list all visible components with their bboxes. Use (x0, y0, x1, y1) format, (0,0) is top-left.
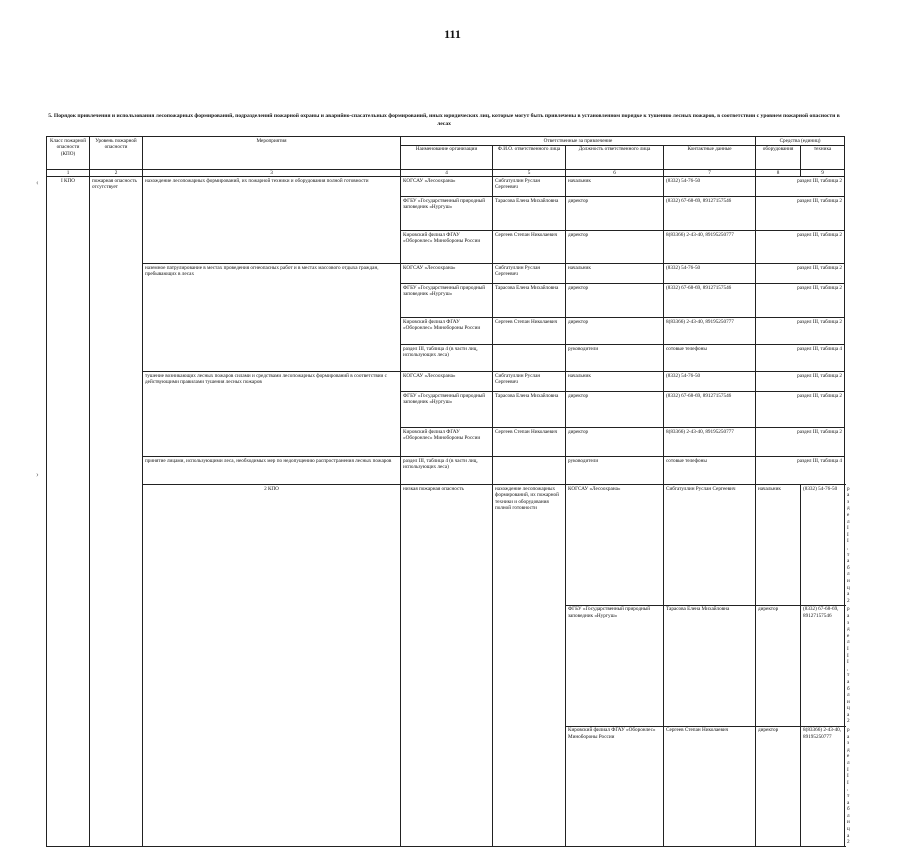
col-number: 6 (566, 169, 664, 177)
fio-cell: Сибгатуллин Руслан Сергеевич (664, 485, 756, 606)
col-number: 1 (47, 169, 90, 177)
fire-response-table (46, 136, 850, 847)
kpo-cell: I КПО (47, 177, 90, 847)
position-cell: директор (566, 197, 664, 231)
org-cell: КОГСАУ «Лесоохрана» (401, 264, 493, 284)
measure-cell: тушение возникающих лесных пожаров силами и средствами лесопожарных формирований в соответствии с действующими правилами тушения лесных пожаров (143, 372, 401, 457)
table-row (47, 372, 845, 392)
org-cell: Кировский филиал ФГАУ «Оборонлес» Минобороны России (401, 318, 493, 345)
org-cell: ФГБУ «Государственный природный заповедник «Нургуш» (566, 605, 664, 726)
kpo-cell: 2 КПО (143, 485, 401, 847)
fio-cell: Тарасова Елена Михайловна (493, 284, 566, 318)
fio-cell: Сибгатуллин Руслан Сергеевич (493, 372, 566, 392)
means-cell: раздел III, таблица 2 (756, 392, 845, 428)
means-cell: раздел III, таблица 2 (756, 284, 845, 318)
header-equipment: оборудования (756, 145, 801, 169)
contact-cell: 8(83366) 2-43-40, 89195250777 (664, 428, 756, 457)
contact-cell: (8332) 67-68-69, 89127157546 (664, 284, 756, 318)
measure-cell: наземное патрулирование в местах проведения огнеопасных работ и в местах массового отдыха граждан, пребывающих в лесах (143, 264, 401, 372)
fio-cell (493, 345, 566, 372)
position-cell: директор (566, 318, 664, 345)
section-title: 5. Порядок привлечения и использования лесопожарных формирований, подразделений пожарной охраны и аварийно-спасательных формирований, иных юридических лиц, которые могут быть привлечены в установленном порядке к тушению лесных пожаров, в соответствии с уровнем пожарной опасности в лесах (48, 113, 840, 127)
measure-cell: нахождение лесопожарных формирований, их пожарной техники и оборудования полной готовности (143, 177, 401, 264)
fio-cell (493, 457, 566, 485)
fio-cell: Сергеев Степан Николаевич (493, 231, 566, 264)
org-cell: Кировский филиал ФГАУ «Оборонлес» Минобороны России (401, 428, 493, 457)
header-machinery: техника (801, 145, 845, 169)
org-cell: ФГБУ «Государственный природный заповедник «Нургуш» (401, 392, 493, 428)
margin-mark: › (36, 470, 39, 479)
position-cell: руководители (566, 345, 664, 372)
table-row: ФГБУ «Государственный природный заповедник «Нургуш» Тарасова Елена Михайловна директор (8332) 67-68-69, 89127157546 раздел III, таблица 2 (47, 605, 845, 726)
means-cell: раздел III, таблица 2 (756, 231, 845, 264)
means-cell: раздел III, таблица 4 (756, 345, 845, 372)
table-row (47, 457, 845, 485)
means-cell: раздел III, таблица 2 (756, 372, 845, 392)
table-row: Кировский филиал ФГАУ «Оборонлес» Минобороны России Сергеев Степан Николаевич директор 8(83366) 2-43-40, 89195250777 раздел III, таблица 2 (47, 726, 845, 847)
col-number: 9 (801, 169, 845, 177)
position-cell: начальник (566, 177, 664, 197)
position-cell: начальник (566, 264, 664, 284)
org-cell: Кировский филиал ФГАУ «Оборонлес» Минобороны России (401, 231, 493, 264)
contact-cell: 8(83366) 2-43-40, 89195250777 (664, 318, 756, 345)
contact-cell: 8(83366) 2-43-40, 89195250777 (664, 231, 756, 264)
header-position: Должность ответственного лица (566, 145, 664, 169)
position-cell: директор (566, 428, 664, 457)
contact-cell: (8332) 54-76-50 (664, 177, 756, 197)
header-means: Средства (единиц) (756, 137, 845, 146)
measure-cell: принятие лицами, использующими леса, необходимых мер по недопущению распространения лесных пожаров (143, 457, 401, 485)
org-cell: КОГСАУ «Лесоохрана» (566, 485, 664, 606)
fio-cell: Сергеев Степан Николаевич (493, 318, 566, 345)
col-number: 8 (756, 169, 801, 177)
header-level: Уровень пожарной опасности (90, 137, 143, 170)
page-number: 111 (444, 27, 461, 41)
means-cell: раздел III, таблица 2 (756, 197, 845, 231)
header-kpo: Класс пожарной опасности (КПО) (47, 137, 90, 170)
means-cell: раздел III, таблица 4 (756, 457, 845, 485)
contact-cell: (8332) 67-68-69, 89127157546 (801, 605, 845, 726)
level-cell: низкая пожарная опасность (401, 485, 493, 847)
header-fio: Ф.И.О. ответственного лица (493, 145, 566, 169)
org-cell: раздел III, таблица 4 (в части лиц, использующих леса) (401, 345, 493, 372)
column-number-row (47, 169, 845, 177)
means-cell: раздел III, таблица 2 (756, 177, 845, 197)
contact-cell: сотовые телефоны (664, 457, 756, 485)
contact-cell: (8332) 67-68-69, 89127157546 (664, 197, 756, 231)
header-contacts: Контактные данные (664, 145, 756, 169)
col-number: 5 (493, 169, 566, 177)
contact-cell: (8332) 54-76-50 (664, 372, 756, 392)
header-responsible: Ответственные за привлечение (401, 137, 756, 146)
measure-cell: нахождение лесопожарных формирований, их пожарной техники и оборудования полной готовности (493, 485, 566, 847)
col-number: 2 (90, 169, 143, 177)
org-cell: Кировский филиал ФГАУ «Оборонлес» Минобороны России (566, 726, 664, 847)
table-row: 2 КПО низкая пожарная опасность нахождение лесопожарных формирований, их пожарной техники и оборудования полной готовности КОГСАУ «Лесоохрана» Сибгатуллин Руслан Сергеевич начальник (8332) 54-76-50 раздел III, таблица 2 (47, 485, 845, 606)
org-cell: ФГБУ «Государственный природный заповедник «Нургуш» (401, 197, 493, 231)
org-cell: КОГСАУ «Лесоохрана» (401, 372, 493, 392)
fio-cell: Сергеев Степан Николаевич (664, 726, 756, 847)
position-cell: начальник (566, 372, 664, 392)
fio-cell: Тарасова Елена Михайловна (493, 197, 566, 231)
means-cell: раздел III, таблица 2 (756, 264, 845, 284)
fio-cell: Сергеев Степан Николаевич (493, 428, 566, 457)
col-number: 4 (401, 169, 493, 177)
position-cell: руководители (566, 457, 664, 485)
contact-cell: 8(83366) 2-43-40, 89195250777 (801, 726, 845, 847)
header-org: Наименование организации (401, 145, 493, 169)
means-cell: раздел III, таблица 2 (756, 318, 845, 345)
position-cell: директор (756, 605, 801, 726)
col-number: 3 (143, 169, 401, 177)
position-cell: директор (566, 392, 664, 428)
col-number: 7 (664, 169, 756, 177)
org-cell: КОГСАУ «Лесоохрана» (401, 177, 493, 197)
fio-cell: Сибгатуллин Руслан Сергеевич (493, 177, 566, 197)
table-row (47, 177, 845, 197)
org-cell: раздел III, таблица 4 (в части лиц, использующих леса) (401, 457, 493, 485)
position-cell: директор (756, 726, 801, 847)
org-cell: ФГБУ «Государственный природный заповедник «Нургуш» (401, 284, 493, 318)
contact-cell: (8332) 54-76-50 (801, 485, 845, 606)
fio-cell: Тарасова Елена Михайловна (493, 392, 566, 428)
contact-cell: (8332) 67-68-69, 89127157546 (664, 392, 756, 428)
level-cell: пожарная опасность отсутствует (90, 177, 143, 847)
fio-cell: Сибгатуллин Руслан Сергеевич (493, 264, 566, 284)
header-measures: Мероприятия (143, 137, 401, 170)
margin-mark: ‹ (36, 178, 39, 187)
contact-cell: (8332) 54-76-50 (664, 264, 756, 284)
header-row-1 (47, 137, 845, 146)
fio-cell: Тарасова Елена Михайловна (664, 605, 756, 726)
table-row (47, 264, 845, 284)
contact-cell: сотовые телефоны (664, 345, 756, 372)
position-cell: директор (566, 231, 664, 264)
means-cell: раздел III, таблица 2 (756, 428, 845, 457)
position-cell: начальник (756, 485, 801, 606)
position-cell: директор (566, 284, 664, 318)
